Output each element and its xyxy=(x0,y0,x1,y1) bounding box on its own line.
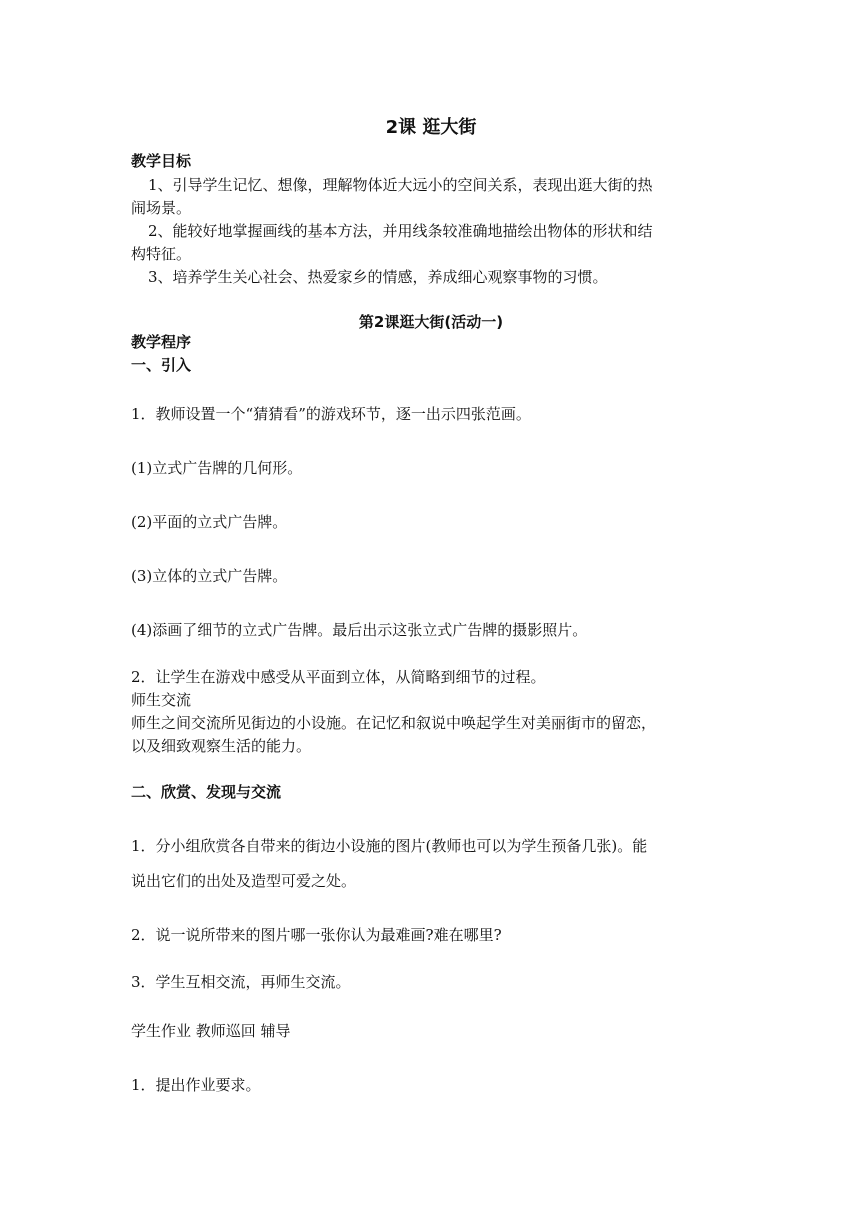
intro-subitem: (1)立式广告牌的几何形。 xyxy=(131,459,303,477)
objective-line: 构特征。 xyxy=(131,245,192,263)
appreciate-item-2: 2．说一说所带来的图片哪一张你认为最难画?难在哪里? xyxy=(131,926,502,944)
appreciate-item-3: 3．学生互相交流，再师生交流。 xyxy=(131,973,351,991)
objective-line: 1、引导学生记忆、想像，理解物体近大远小的空间关系，表现出逛大街的热 xyxy=(148,176,653,194)
intro-subitem: (2)平面的立式广告牌。 xyxy=(131,513,288,531)
objective-line: 2、能较好地掌握画线的基本方法，并用线条较准确地描绘出物体的形状和结 xyxy=(148,222,653,240)
exchange-text-line: 以及细致观察生活的能力。 xyxy=(131,737,312,755)
appreciate-item-1: 1．分小组欣赏各自带来的街边小设施的图片(教师也可以为学生预备几张)。能 xyxy=(131,837,648,855)
exchange-text-line: 师生之间交流所见街边的小设施。在记忆和叙说中唤起学生对美丽街市的留恋， xyxy=(131,714,657,732)
intro-subitem: (3)立体的立式广告牌。 xyxy=(131,567,288,585)
homework-item-1: 1．提出作业要求。 xyxy=(131,1076,261,1094)
intro-subitem: (4)添画了细节的立式广告牌。最后出示这张立式广告牌的摄影照片。 xyxy=(131,621,588,639)
intro-item-2: 2．让学生在游戏中感受从平面到立体，从简略到细节的过程。 xyxy=(131,668,546,686)
activity-heading: 第2课逛大街(活动一) xyxy=(358,313,504,331)
exchange-heading: 师生交流 xyxy=(131,691,192,709)
intro-item-1: 1．教师设置一个“猜猜看”的游戏环节，逐一出示四张范画。 xyxy=(131,405,531,423)
objective-line: 3、培养学生关心社会、热爱家乡的情感，养成细心观察事物的习惯。 xyxy=(148,268,608,286)
section-heading-appreciate: 二、欣赏、发现与交流 xyxy=(131,783,282,801)
appreciate-item-1-cont: 说出它们的出处及造型可爱之处。 xyxy=(131,872,357,890)
lesson-title: 2课 逛大街 xyxy=(385,117,477,138)
homework-heading: 学生作业 教师巡回 辅导 xyxy=(131,1022,291,1040)
section-heading-intro: 一、引入 xyxy=(131,356,192,374)
procedure-heading: 教学程序 xyxy=(131,333,192,351)
objective-line: 闹场景。 xyxy=(131,199,192,217)
objectives-heading: 教学目标 xyxy=(131,152,192,170)
